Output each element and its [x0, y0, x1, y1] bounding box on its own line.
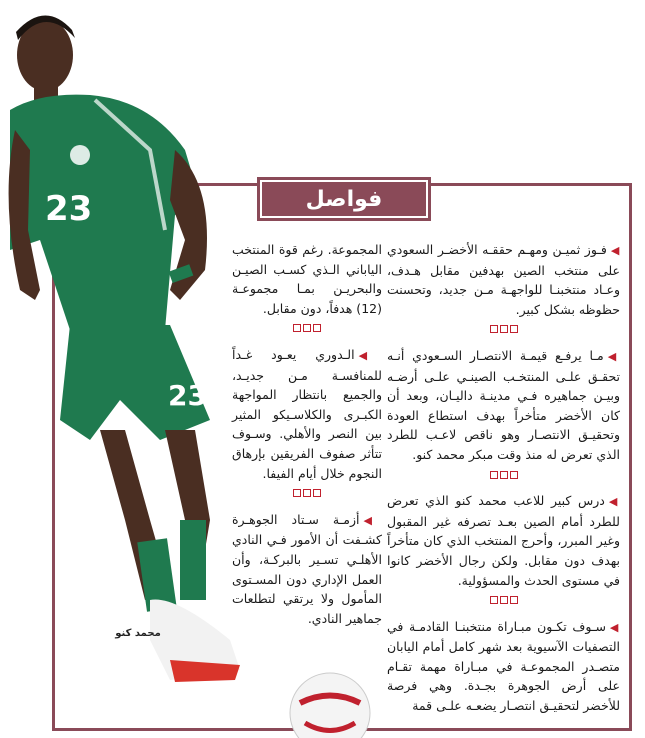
paragraph: [387, 240, 620, 319]
paragraph: [387, 346, 620, 465]
paragraph-text: درس كبير للاعب محمد كنو الذي تعرض للطرد أمام الصين بعـد تصرفه غير المقبول وغير المبرر، وأحرج المنتخب الذي كان متأخراً بهدف دون مقابل. ولكن رجال الأخضر كانوا في مستوى الحدث والمسؤولية.: [387, 493, 620, 588]
paragraph: [232, 240, 382, 318]
player-photo: [0, 0, 260, 700]
bullet-icon: ◀: [610, 244, 620, 257]
bullet-icon: ◀: [608, 495, 620, 509]
section-title: فواصل: [260, 180, 428, 218]
svg-text:23: 23: [45, 189, 93, 229]
separator: [387, 593, 620, 613]
paragraph-text: الـدوري يعـود غـداً للمنافسـة مـن جديـد، والجميع بانتظار المواجهة الكبـرى والكلاسـيكو المثير بين النصر والأهلي. وسـوف تتأثر صفوف الفريقين بإرهاق النجوم خلال أيام الفيفا.: [232, 346, 382, 481]
right-column: [387, 240, 620, 716]
bullet-icon: ◀: [607, 349, 620, 363]
paragraph: [232, 345, 382, 483]
paragraph: [387, 617, 620, 716]
left-column: [232, 240, 382, 628]
bullet-icon: ◀: [363, 513, 382, 527]
bullet-icon: ◀: [609, 620, 620, 634]
paragraph-text: أزمـة سـتاد الجوهـرة كشـفت أن الأمور فـي النادي الأهلـي تسـير بالبركـة، وأن العمل الإداري دون المسـتوى المأمول ولا يرتقي لتطلعات جماهير النادي.: [232, 511, 382, 626]
svg-text:23: 23: [168, 379, 207, 412]
photo-caption: محمد كنو: [115, 628, 161, 639]
separator: [232, 486, 382, 506]
paragraph-text: المجموعة. رغم قوة المنتخب الياباني الـذي كسـب الصيـن والبحريـن بمـا مجموعـة (12) هدفاً، دون مقابل.: [232, 242, 382, 316]
separator: [232, 321, 382, 341]
paragraph: [387, 491, 620, 590]
paragraph-text: مـا يرفـع قيمـة الانتصـار السـعودي أنـه تحقـق علـى المنتخـب الصينـي علـى أرضـه وبيـن جماهيره فـي مدينـة داليـان، وبعد أن كان الأخضر متأخراً بهدف استطاع العودة وتحقيـق الانتصـار وهو ناقص لاعـب للطرد الذي تعرض له منذ وقت مبكر محمد كنو.: [387, 347, 620, 462]
separator: [387, 322, 620, 342]
bullet-icon: ◀: [358, 348, 382, 362]
paragraph: [232, 510, 382, 629]
separator: [387, 468, 620, 488]
football-icon: [285, 668, 375, 738]
paragraph-text: فـوز ثميـن ومهـم حققـه الأخضـر السعودي على منتخب الصين بهدفين مقابل هـدف، وعـاد منتخبنـا للواجهـة مـن جديد، وتحسنت حظوظه بشكل كبير.: [387, 242, 620, 317]
paragraph-text: سـوف تكـون مبـاراة منتخبنـا القادمـة في التصفيات الآسيوية بعد شهر كامل أمام اليابان متصـدر المجموعـة في مبـاراة مهمة تقـام على أرض الجوهرة بجـدة. وهي فرصة للأخضر لتحقيـق انتصـار يضعـه علـى قمة: [387, 618, 620, 714]
